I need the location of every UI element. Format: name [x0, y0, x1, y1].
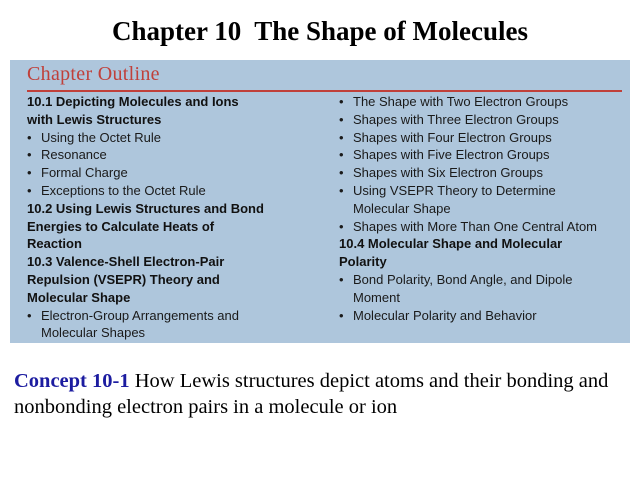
outline-item: • Shapes with Six Electron Groups — [339, 165, 544, 181]
bullet-icon: • — [339, 111, 344, 127]
bullet-icon: • — [27, 129, 32, 145]
outline-item: • Exceptions to the Octet Rule — [27, 182, 206, 198]
bullet-icon: • — [339, 147, 344, 163]
outline-item: • Shapes with Four Electron Groups — [339, 129, 552, 145]
outline-item: • The Shape with Two Electron Groups — [339, 94, 569, 109]
concept-text: How Lewis structures depict atoms and their bonding and nonbonding electron pairs in a molecule or ion — [14, 370, 609, 418]
section-10-3-title: 10.3 Valence-Shell Electron-Pair Repulsion (VSEPR) Theory and Molecular Shape — [27, 254, 225, 305]
outline-heading: Chapter Outline — [27, 63, 160, 85]
outline-item: • Bond Polarity, Bond Angle, and Dipole Moment — [339, 271, 573, 305]
concept-label: Concept 10-1 — [14, 370, 130, 392]
outline-item: • Formal Charge — [27, 165, 128, 181]
concept-statement — [14, 368, 634, 420]
bullet-icon: • — [339, 271, 344, 287]
bullet-icon: • — [339, 182, 344, 198]
chapter-outline-box — [10, 60, 630, 343]
outline-item: • Electron-Group Arrangements and Molecular Shapes — [27, 307, 239, 341]
outline-item: • Shapes with Three Electron Groups — [339, 111, 559, 127]
outline-left-column — [27, 93, 327, 342]
bullet-icon: • — [339, 307, 344, 323]
bullet-icon: • — [339, 165, 344, 181]
slide-title: Chapter 10 The Shape of Molecules — [111, 16, 528, 46]
bullet-icon: • — [339, 129, 344, 145]
outline-divider — [27, 90, 622, 92]
outline-item: • Molecular Polarity and Behavior — [339, 307, 537, 323]
outline-item: • Resonance — [27, 147, 107, 163]
outline-item: • Using VSEPR Theory to Determine Molecular Shape — [339, 182, 556, 216]
bullet-icon: • — [27, 307, 32, 323]
section-10-4-title: 10.4 Molecular Shape and Molecular Polarity — [339, 236, 563, 270]
bullet-icon: • — [27, 165, 32, 181]
outline-item: • Using the Octet Rule — [27, 129, 161, 145]
outline-item: • Shapes with Five Electron Groups — [339, 147, 550, 163]
outline-item: • Shapes with More Than One Central Atom — [339, 218, 597, 234]
section-10-1-title: 10.1 Depicting Molecules and Ions with Lewis Structures — [27, 94, 239, 127]
section-10-2-title: 10.2 Using Lewis Structures and Bond Energies to Calculate Heats of Reaction — [27, 200, 264, 252]
bullet-icon: • — [339, 218, 344, 234]
bullet-icon: • — [339, 94, 344, 109]
outline-right-column — [339, 93, 629, 324]
bullet-icon: • — [27, 147, 32, 163]
bullet-icon: • — [27, 182, 32, 198]
